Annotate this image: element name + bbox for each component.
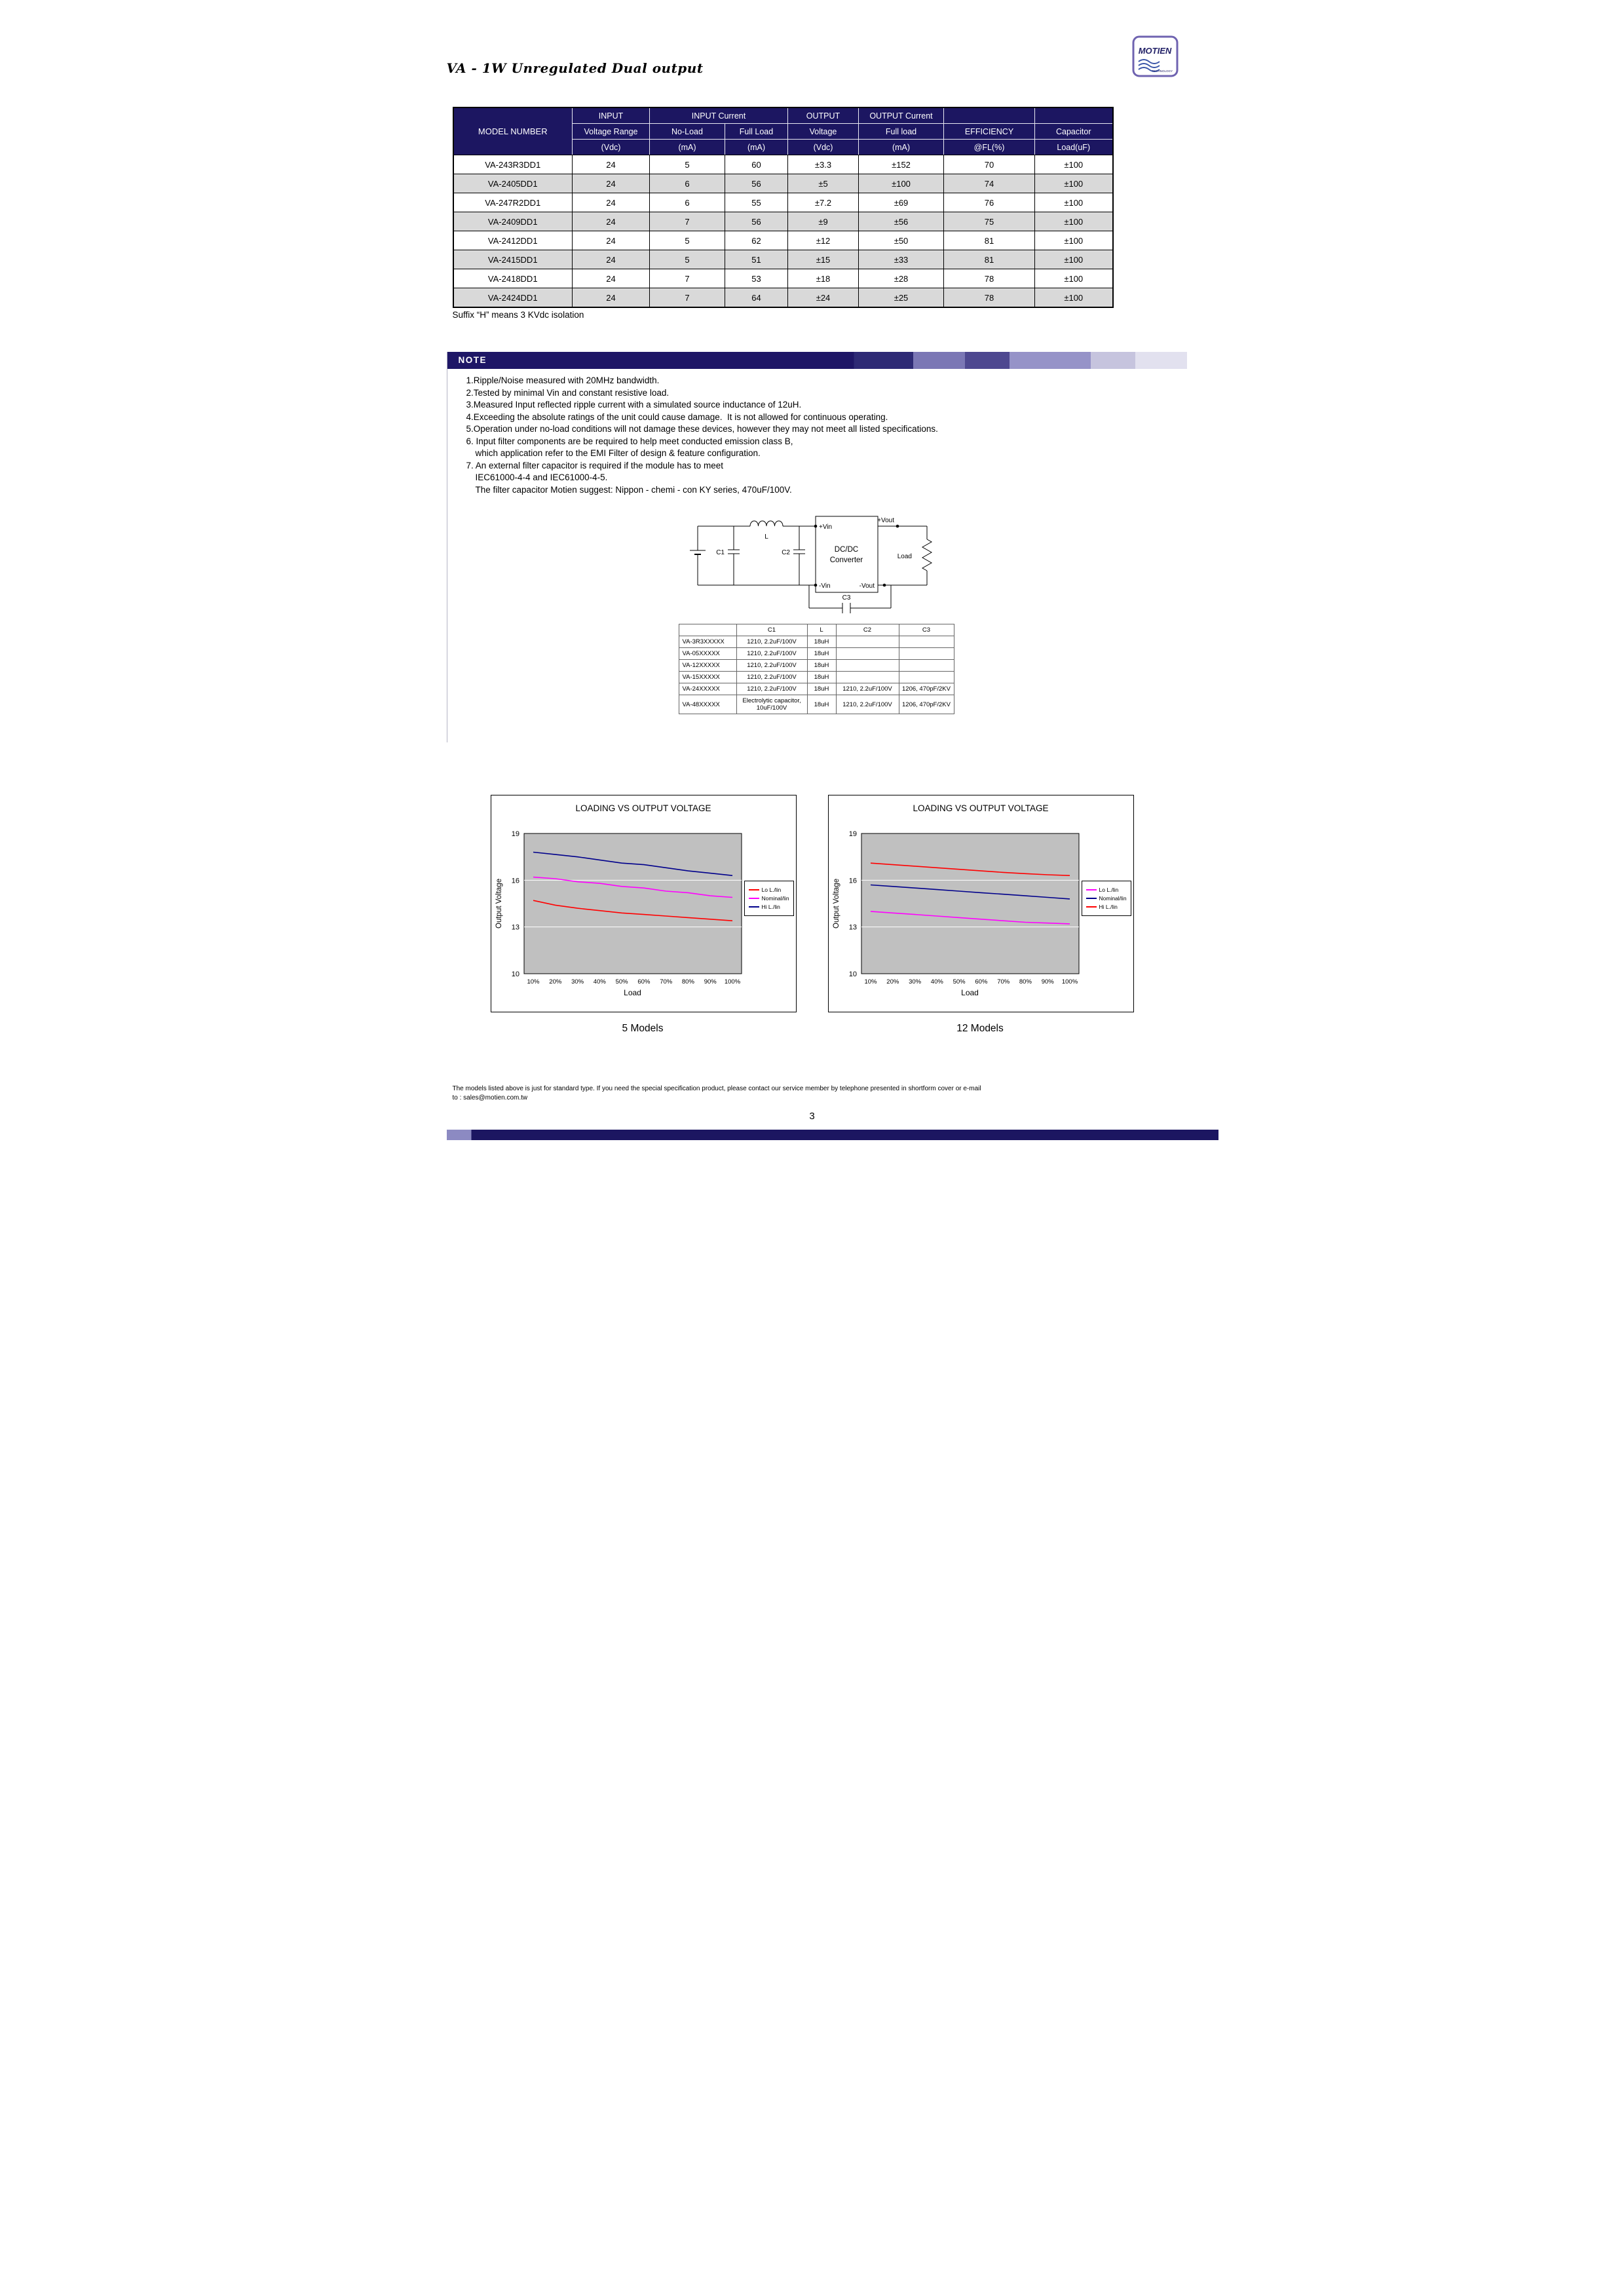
col-group-input-current: INPUT Current [650,107,788,124]
col-group-output-current: OUTPUT Current [859,107,944,124]
spec-value-cell: 81 [944,231,1035,250]
parts-value-cell [899,636,954,648]
legend-label: Nominal/lin [761,895,789,902]
note-line: 3.Measured Input reflected ripple current with a simulated source inductance of 12uH. [466,400,802,410]
svg-text:20%: 20% [548,978,561,985]
col-unit-header: Load(uF) [1035,140,1113,155]
legend-label: Nominal/lin [1099,895,1127,902]
spec-value-cell: ±100 [1035,288,1113,308]
parts-model-cell: VA-24XXXXX [679,683,736,695]
parts-col-header: C1 [736,624,807,636]
spec-table [453,107,1114,308]
svg-text:80%: 80% [1019,978,1032,985]
spec-value-cell: 5 [650,231,725,250]
chart-frame [828,795,1134,1012]
table-row [453,212,1113,231]
svg-text:16: 16 [511,877,519,885]
model-number-cell: VA-247R2DD1 [453,193,573,212]
parts-model-cell: VA-15XXXXX [679,672,736,683]
spec-value-cell: 7 [650,212,725,231]
svg-text:100%: 100% [724,978,740,985]
spec-value-cell: 56 [725,212,788,231]
parts-value-cell [899,672,954,683]
svg-text:60%: 60% [974,978,987,985]
col-unit-header: (Vdc) [573,140,650,155]
parts-value-cell: 1206, 470pF/2KV [899,683,954,695]
spec-value-cell: 24 [573,174,650,193]
vin-neg-label: -Vin [818,583,831,590]
spec-value-cell: 5 [650,250,725,269]
svg-text:19: 19 [848,830,857,838]
vout-pos-node [896,525,899,528]
parts-value-cell: 1210, 2.2uF/100V [836,695,899,714]
model-number-cell: VA-2418DD1 [453,269,573,288]
legend-label: Hi L./lin [1099,904,1118,910]
svg-text:60%: 60% [637,978,650,985]
note-line: 6. Input filter components are be required to help meet conducted emission class B, [466,436,793,446]
parts-value-cell: 1206, 470pF/2KV [899,695,954,714]
parts-value-cell: 18uH [807,672,836,683]
parts-value-cell [899,660,954,672]
svg-text:16: 16 [848,877,857,885]
svg-text:10: 10 [511,970,519,978]
model-number-cell: VA-2424DD1 [453,288,573,308]
converter-label-2: Converter [829,556,863,564]
col-unit-header: (mA) [859,140,944,155]
parts-model-cell: VA-05XXXXX [679,648,736,660]
parts-header-row [679,624,954,636]
svg-text:50%: 50% [615,978,628,985]
x-axis-label: Load [624,988,641,997]
spec-value-cell: ±28 [859,269,944,288]
legend-color-line [749,889,759,890]
spec-value-cell: ±24 [788,288,859,308]
spec-value-cell: 81 [944,250,1035,269]
spec-value-cell: 7 [650,288,725,308]
chart-caption: 12 Models [956,1023,1004,1034]
svg-text:70%: 70% [659,978,672,985]
parts-value-cell [836,636,899,648]
legend-label: Lo L./lin [1099,887,1119,893]
legend-color-line [1086,906,1097,908]
svg-text:80%: 80% [681,978,694,985]
chart-title: LOADING VS OUTPUT VOLTAGE [575,803,711,813]
y-axis-label: Output Voltage [832,878,840,929]
spec-value-cell: ±100 [859,174,944,193]
spec-value-cell: 53 [725,269,788,288]
spec-value-cell: 24 [573,250,650,269]
svg-text:90%: 90% [704,978,717,985]
parts-value-cell: 18uH [807,648,836,660]
load-resistor-icon [922,539,932,571]
parts-model-cell: VA-48XXXXX [679,695,736,714]
note-line: which application refer to the EMI Filter of design & feature configuration. [475,448,761,458]
table-row [453,231,1113,250]
spec-value-cell: ±100 [1035,155,1113,174]
col-header: Voltage [788,124,859,140]
chart-loading-vs-output-voltage-5models [491,795,797,1035]
table-row [453,250,1113,269]
svg-text:40%: 40% [930,978,943,985]
svg-text:30%: 30% [571,978,584,985]
load-label: Load [897,553,912,560]
legend-entry [749,895,789,902]
col-header: No-Load [650,124,725,140]
chart-frame [491,795,797,1012]
svg-text:100%: 100% [1061,978,1078,985]
svg-text:30%: 30% [908,978,921,985]
legend-entry [749,887,789,893]
svg-text:50%: 50% [953,978,966,985]
spec-value-cell: ±50 [859,231,944,250]
col-header: Full Load [725,124,788,140]
parts-value-cell: 1210, 2.2uF/100V [736,672,807,683]
chart-title: LOADING VS OUTPUT VOLTAGE [913,803,1049,813]
parts-col-header: L [807,624,836,636]
parts-table-row [679,672,954,683]
parts-col-header: C3 [899,624,954,636]
vout-neg-node [882,584,886,587]
model-number-cell: VA-2405DD1 [453,174,573,193]
legend-entry [1086,904,1127,910]
parts-value-cell: Electrolytic capacitor, 10uF/100V [736,695,807,714]
spec-value-cell: 24 [573,269,650,288]
parts-table-row [679,636,954,648]
table-row [453,155,1113,174]
spec-header-group-row [453,107,1113,124]
note-line: IEC61000-4-4 and IEC61000-4-5. [475,472,608,482]
spec-value-cell: 6 [650,174,725,193]
chart-loading-vs-output-voltage-12models [828,795,1134,1035]
vin-neg-node [814,584,817,587]
table-row [453,193,1113,212]
svg-text:70%: 70% [996,978,1010,985]
model-number-cell: VA-2409DD1 [453,212,573,231]
col-header-model: MODEL NUMBER [453,107,573,155]
spec-value-cell: ±56 [859,212,944,231]
legend-label: Hi L./lin [761,904,780,910]
model-number-cell: VA-243R3DD1 [453,155,573,174]
parts-table-row [679,660,954,672]
converter-label-1: DC/DC [834,546,858,554]
parts-value-cell [836,648,899,660]
legend-color-line [749,898,759,899]
svg-text:13: 13 [511,923,519,932]
footer-note [453,1084,1180,1102]
capacitor-c1-label: C1 [715,549,725,556]
vout-pos-label: +Vout [877,517,894,524]
page-title: VA - 1W Unregulated Dual output [446,60,704,76]
inductor-icon [750,521,783,526]
spec-value-cell: ±7.2 [788,193,859,212]
vin-pos-label: +Vin [818,524,832,531]
spec-value-cell: ±152 [859,155,944,174]
svg-text:10: 10 [848,970,857,978]
spec-value-cell: 5 [650,155,725,174]
svg-text:19: 19 [511,830,519,838]
spec-value-cell: 24 [573,155,650,174]
chart-legend [1082,881,1131,916]
svg-text:10%: 10% [526,978,540,985]
spec-value-cell: ±3.3 [788,155,859,174]
svg-text:10%: 10% [863,978,877,985]
spec-value-cell: 75 [944,212,1035,231]
svg-text:20%: 20% [886,978,899,985]
parts-value-cell: 1210, 2.2uF/100V [736,660,807,672]
parts-model-cell: VA-3R3XXXXX [679,636,736,648]
spec-value-cell: ±100 [1035,212,1113,231]
spec-value-cell: 62 [725,231,788,250]
parts-value-cell: 1210, 2.2uF/100V [736,683,807,695]
legend-color-line [749,906,759,908]
spec-value-cell: ±9 [788,212,859,231]
page-number: 3 [809,1111,815,1122]
notes-list [466,375,1161,496]
motien-logo [1132,35,1179,77]
spec-value-cell: ±100 [1035,231,1113,250]
capacitor-c3-label: C3 [842,594,850,602]
spec-value-cell: 64 [725,288,788,308]
parts-table-row [679,648,954,660]
spec-value-cell: 24 [573,193,650,212]
col-header: Full load [859,124,944,140]
capacitor-c2-label: C2 [781,549,790,556]
legend-entry [1086,895,1127,902]
col-unit-header: (mA) [725,140,788,155]
col-group-spacer [1035,107,1113,124]
footer-line: The models listed above is just for standard type. If you need the special specification product, please contact our service member by telephone presented in shortform cover or e-mail [452,1085,981,1092]
svg-text:13: 13 [848,923,857,932]
bottom-bar [447,1130,1218,1140]
col-group-spacer [944,107,1035,124]
note-line: 2.Tested by minimal Vin and constant resistive load. [466,387,670,398]
spec-value-cell: 78 [944,288,1035,308]
parts-table-row [679,695,954,714]
chart-legend [744,881,794,916]
legend-color-line [1086,898,1097,899]
parts-value-cell [899,648,954,660]
spec-value-cell: 70 [944,155,1035,174]
spec-value-cell: ±12 [788,231,859,250]
spec-value-cell: ±33 [859,250,944,269]
footer-line: to : sales@motien.com.tw [452,1094,528,1101]
legend-entry [1086,887,1127,893]
col-group-input: INPUT [573,107,650,124]
y-axis-label: Output Voltage [495,878,503,929]
x-axis-label: Load [961,988,979,997]
parts-value-cell: 18uH [807,683,836,695]
col-header: Voltage Range [573,124,650,140]
datasheet-page [406,0,1218,1148]
parts-value-cell: 18uH [807,636,836,648]
legend-label: Lo L./lin [761,887,782,893]
parts-value-cell: 18uH [807,660,836,672]
spec-value-cell: ±100 [1035,174,1113,193]
spec-value-cell: 56 [725,174,788,193]
col-header: EFFICIENCY [944,124,1035,140]
chart-caption: 5 Models [622,1023,664,1034]
model-number-cell: VA-2412DD1 [453,231,573,250]
table-row [453,288,1113,308]
parts-value-cell [836,672,899,683]
filter-parts-table [679,624,954,714]
spec-value-cell: 76 [944,193,1035,212]
legend-entry [749,904,789,910]
note-line: 1.Ripple/Noise measured with 20MHz bandwidth. [466,375,660,385]
col-unit-header: @FL(%) [944,140,1035,155]
note-line: The filter capacitor Motien suggest: Nippon - chemi - con KY series, 470uF/100V. [475,484,792,495]
spec-value-cell: 24 [573,288,650,308]
parts-col-header [679,624,736,636]
spec-value-cell: 55 [725,193,788,212]
col-group-output: OUTPUT [788,107,859,124]
suffix-note: Suffix “H” means 3 KVdc isolation [452,310,584,320]
spec-value-cell: ±69 [859,193,944,212]
table-row [453,174,1113,193]
model-number-cell: VA-2415DD1 [453,250,573,269]
parts-col-header: C2 [836,624,899,636]
spec-value-cell: ±25 [859,288,944,308]
legend-color-line [1086,889,1097,890]
svg-text:40%: 40% [593,978,606,985]
parts-model-cell: VA-12XXXXX [679,660,736,672]
spec-value-cell: 7 [650,269,725,288]
logo-sub-text: TECHNOLOGY [1151,69,1173,73]
col-unit-header: (mA) [650,140,725,155]
note-label: NOTE [458,355,487,365]
note-section-bar [447,352,1187,369]
spec-value-cell: 74 [944,174,1035,193]
note-line: 5.Operation under no-load conditions will not damage these devices, however they may not meet all listed specifications. [466,424,938,434]
spec-value-cell: ±5 [788,174,859,193]
parts-value-cell: 1210, 2.2uF/100V [836,683,899,695]
parts-value-cell: 1210, 2.2uF/100V [736,636,807,648]
parts-table-row [679,683,954,695]
parts-value-cell: 1210, 2.2uF/100V [736,648,807,660]
svg-text:90%: 90% [1041,978,1054,985]
spec-value-cell: 24 [573,231,650,250]
logo-brand-text: MOTIEN [1138,46,1171,56]
spec-value-cell: ±18 [788,269,859,288]
col-header: Capacitor [1035,124,1113,140]
note-line: 4.Exceeding the absolute ratings of the unit could cause damage. It is not allowed for continuous operating. [466,411,888,422]
spec-value-cell: 51 [725,250,788,269]
spec-value-cell: ±100 [1035,250,1113,269]
spec-value-cell: 24 [573,212,650,231]
spec-value-cell: ±100 [1035,269,1113,288]
spec-value-cell: 78 [944,269,1035,288]
inductor-label: L [764,533,768,541]
col-unit-header: (Vdc) [788,140,859,155]
parts-value-cell [836,660,899,672]
spec-value-cell: 60 [725,155,788,174]
input-filter-circuit-diagram [668,510,950,621]
vout-neg-label: -Vout [859,583,875,590]
vin-pos-node [814,525,817,528]
spec-value-cell: ±15 [788,250,859,269]
spec-value-cell: ±100 [1035,193,1113,212]
parts-value-cell: 18uH [807,695,836,714]
spec-value-cell: 6 [650,193,725,212]
note-line: 7. An external filter capacitor is required if the module has to meet [466,460,723,470]
table-row [453,269,1113,288]
